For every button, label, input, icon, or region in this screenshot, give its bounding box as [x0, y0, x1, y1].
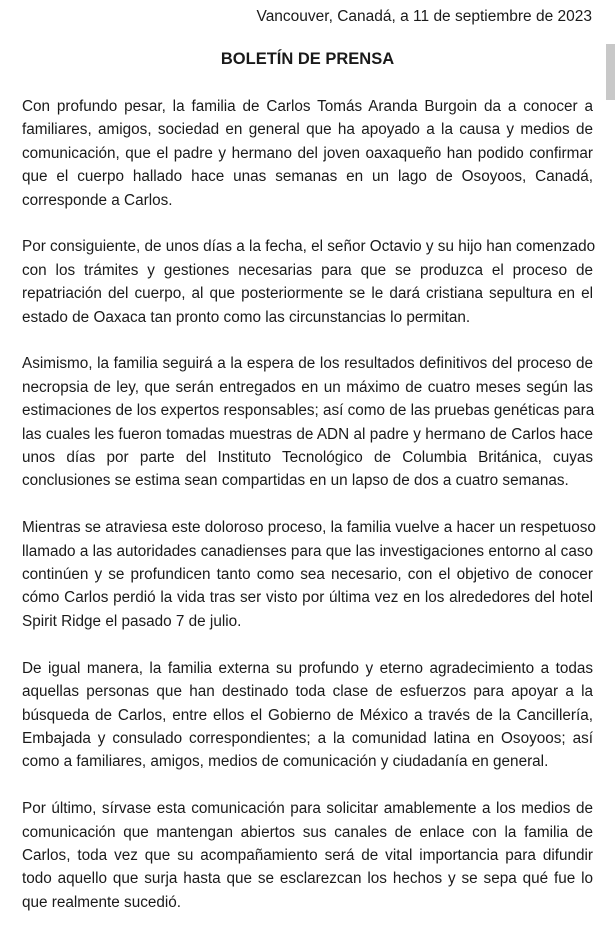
- paragraph: [22, 797, 593, 914]
- text-line: Con profundo pesar, la familia de Carlos Tomás Aranda Burgoin da a conocer a: [22, 98, 593, 115]
- text-line: comunicación que mantengan abiertos sus canales de enlace con la familia de: [22, 823, 593, 841]
- text-line: conclusiones se estima sean compartidas en un lapso de dos a cuatro semanas.: [22, 472, 569, 490]
- text-line: Embajada y consulado correspondientes; a la comunidad latina en Osoyoos; así: [22, 729, 593, 747]
- text-line: que el cuerpo hallado hace unas semanas en un lago de Osoyoos, Canadá,: [22, 168, 593, 186]
- text-line: Spirit Ridge el pasado 7 de julio.: [22, 612, 242, 630]
- paragraph: [22, 95, 593, 212]
- text-line: las cuales les fueron tomadas muestras de ADN al padre y hermano de Carlos hace: [22, 425, 593, 443]
- text-line: Carlos, toda vez que su acompañamiento será de vital importancia para difundir: [22, 846, 593, 864]
- text-line: Por consiguiente, de unos días a la fecha, el señor Octavio y su hijo han comenzado: [22, 238, 596, 256]
- paragraph: [22, 657, 593, 774]
- text-line: todo aquello que surja hasta que se esclarezcan los hechos y se sepa qué fue lo: [22, 870, 593, 888]
- text-line: búsqueda de Carlos, entre ellos el Gobierno de México a través de la Cancillería,: [22, 706, 593, 724]
- text-line: Por último, sírvase esta comunicación para solicitar amablemente a los medios de: [22, 800, 593, 818]
- paragraph: [22, 235, 596, 329]
- text-line: estado de Oaxaca tan pronto como las circunstancias lo permitan.: [22, 308, 471, 326]
- text-line: estimaciones de los expertos responsables; así como de las pruebas genéticas para: [22, 402, 595, 420]
- scrollbar-thumb[interactable]: [606, 44, 615, 100]
- text-line: necropsia de ley, que serán entregados en un máximo de cuatro meses según las: [22, 378, 593, 396]
- paragraph: [22, 352, 593, 492]
- date-line: Vancouver, Canadá, a 11 de septiembre de 2023: [256, 8, 592, 25]
- text-line: que realmente sucedió.: [22, 893, 182, 911]
- paragraph: [22, 516, 596, 633]
- text-line: aquellas personas que han destinado toda clase de esfuerzos para apoyar a la: [22, 683, 593, 701]
- text-line: llamado a las autoridades canadienses para que las investigaciones entorno al caso: [22, 542, 593, 560]
- document-title: BOLETÍN DE PRENSA: [220, 50, 395, 68]
- text-line: con los trámites y gestiones necesarias para que se produzca el proceso de: [22, 261, 593, 279]
- text-line: comunicación, que el padre y hermano del joven oaxaqueño han podido confirmar: [22, 144, 593, 162]
- text-line: De igual manera, la familia externa su profundo y eterno agradecimiento a todas: [22, 659, 593, 677]
- document-body: [22, 95, 596, 938]
- text-line: Mientras se atraviesa este doloroso proceso, la familia vuelve a hacer un respetuoso: [22, 519, 596, 537]
- text-line: cómo Carlos perdió la vida tras ser visto por última vez en los alrededores del hotel: [22, 589, 593, 607]
- text-line: corresponde a Carlos.: [22, 191, 173, 209]
- text-line: familiares, amigos, sociedad en general que ha apoyado a la causa y medios de: [22, 121, 593, 139]
- text-line: como a familiares, amigos, medios de comunicación y ciudadanía en general.: [22, 753, 549, 771]
- text-line: continúen y se profundicen tanto como sea necesario, con el objetivo de conocer: [22, 566, 593, 584]
- text-line: Asimismo, la familia seguirá a la espera de los resultados definitivos del proceso de: [22, 355, 593, 373]
- text-line: repatriación del cuerpo, al que posteriormente se le dará cristiana sepultura en el: [22, 285, 593, 303]
- text-line: unos días por parte del Instituto Tecnológico de Columbia Británica, cuyas: [22, 449, 593, 467]
